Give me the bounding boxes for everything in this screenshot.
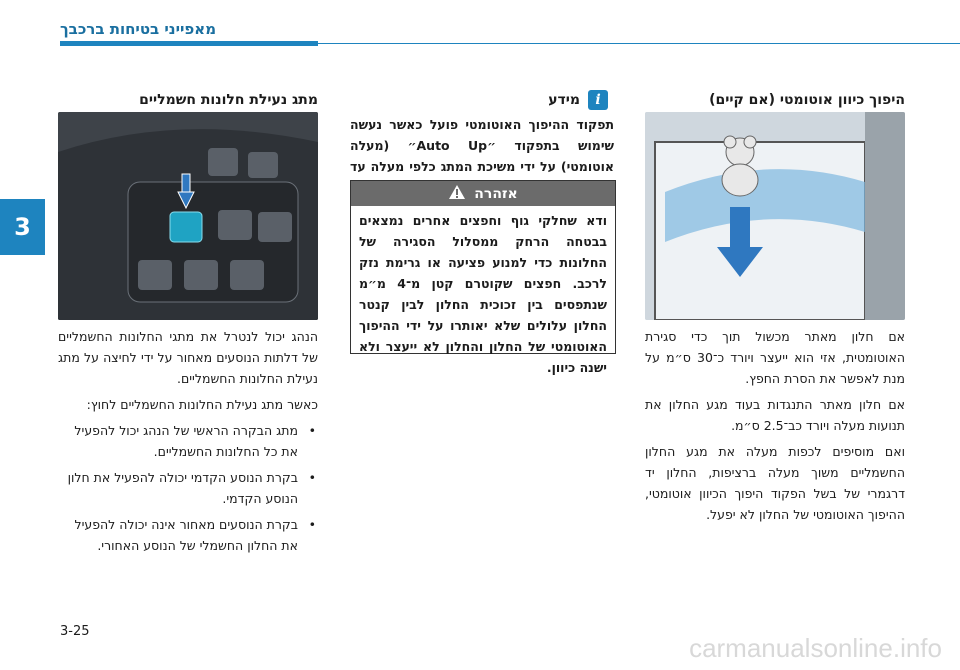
header-title: מאפייני בטיחות ברכבך xyxy=(60,20,217,38)
window-lock-text xyxy=(58,326,318,561)
window-lock-heading: מתג נעילת חלונות חשמליים xyxy=(139,92,318,108)
warning-body: ודא שחלקי גוף וחפצים אחרים נמצאים בבטחה הרחק ממסלול הסגירה של החלונות כדי למנוע פציעה או גרימת נזק לרכב. חפצים שקוטרם קטן מ־4 מ״מ שנתפסים בין זכוכית החלון לבין קנטר החלון עלולים שלא יאותרו על ידי ההיפוך האוטומטי של החלון והחלון לא ייעצר ולא ישנה כיוון. xyxy=(359,213,607,375)
warning-header xyxy=(351,181,615,206)
auto-reverse-text xyxy=(645,326,905,525)
auto-reverse-paragraph-1: אם חלון מאתר מכשול תוך כדי סגירת האוטומטית, אזי הוא ייעצר ויורד כ־30 ס״מ על מנת לאפשר את הסרת החפץ. xyxy=(645,329,905,386)
list-item: • בקרת הנוסע הקדמי יכולה להפעיל את חלון הנוסע הקדמי. xyxy=(58,467,318,509)
warning-box xyxy=(350,180,616,375)
page-number: 3-25 xyxy=(60,624,90,639)
window-lock-paragraph-1: הנהג יכול לנטרל את מתגי החלונות החשמליים של דלתות הנוסעים מאחור על ידי לחיצה על מתג נעילת החלונות החשמליים. xyxy=(58,329,318,386)
header-bar xyxy=(60,41,318,46)
information-paragraph: תפקוד ההיפוך האוטומטי פועל כאשר נעשה שימוש בתפקוד ״Auto Up״ (מעלה אוטומטי) על ידי משיכת המתג כלפי מעלה עד xyxy=(350,117,614,174)
auto-reverse-paragraph-3: ואם מוסיפים לכפות מעלה את מגע החלון החשמליים משוך מעלה ברציפות, החלון יד דרגמרי של בשל הפקוד היפוך הכיוון אוטומטי, ההיפוך האוטומטי של החלון לא יפעל. xyxy=(645,444,905,522)
header-line xyxy=(318,43,960,44)
auto-reverse-paragraph-2: אם חלון מאתר התנגדות בעוד מגע החלון את תנועות מעלה ויורד כב־2.5 ס״מ. xyxy=(645,397,905,433)
warning-title: אזהרה xyxy=(474,185,518,202)
list-item: • מתג הבקרה הראשי של הנהג יכול להפעיל את כל החלונות החשמליים. xyxy=(58,420,318,462)
window-lock-section xyxy=(58,92,318,108)
window-lock-bullet-list xyxy=(58,420,318,556)
window-obstruction-illustration xyxy=(645,112,905,320)
chapter-tab: 3 xyxy=(0,199,45,255)
window-lock-paragraph-2: כאשר מתג נעילת החלונות החשמליים לחוץ: xyxy=(86,397,318,412)
auto-reverse-heading: היפוך כיוון אוטומטי (אם קיים) xyxy=(709,92,905,108)
information-heading: מידע xyxy=(548,92,580,108)
watermark: carmanualsonline.info xyxy=(689,633,942,663)
warning-triangle-icon xyxy=(448,184,466,204)
auto-reverse-section xyxy=(645,92,905,108)
list-item: • בקרת הנוסעים מאחור אינה יכולה להפעיל את החלון החשמלי של הנוסע האחורי. xyxy=(58,514,318,556)
window-lock-switch-illustration xyxy=(58,112,318,320)
info-icon: i xyxy=(588,90,608,110)
